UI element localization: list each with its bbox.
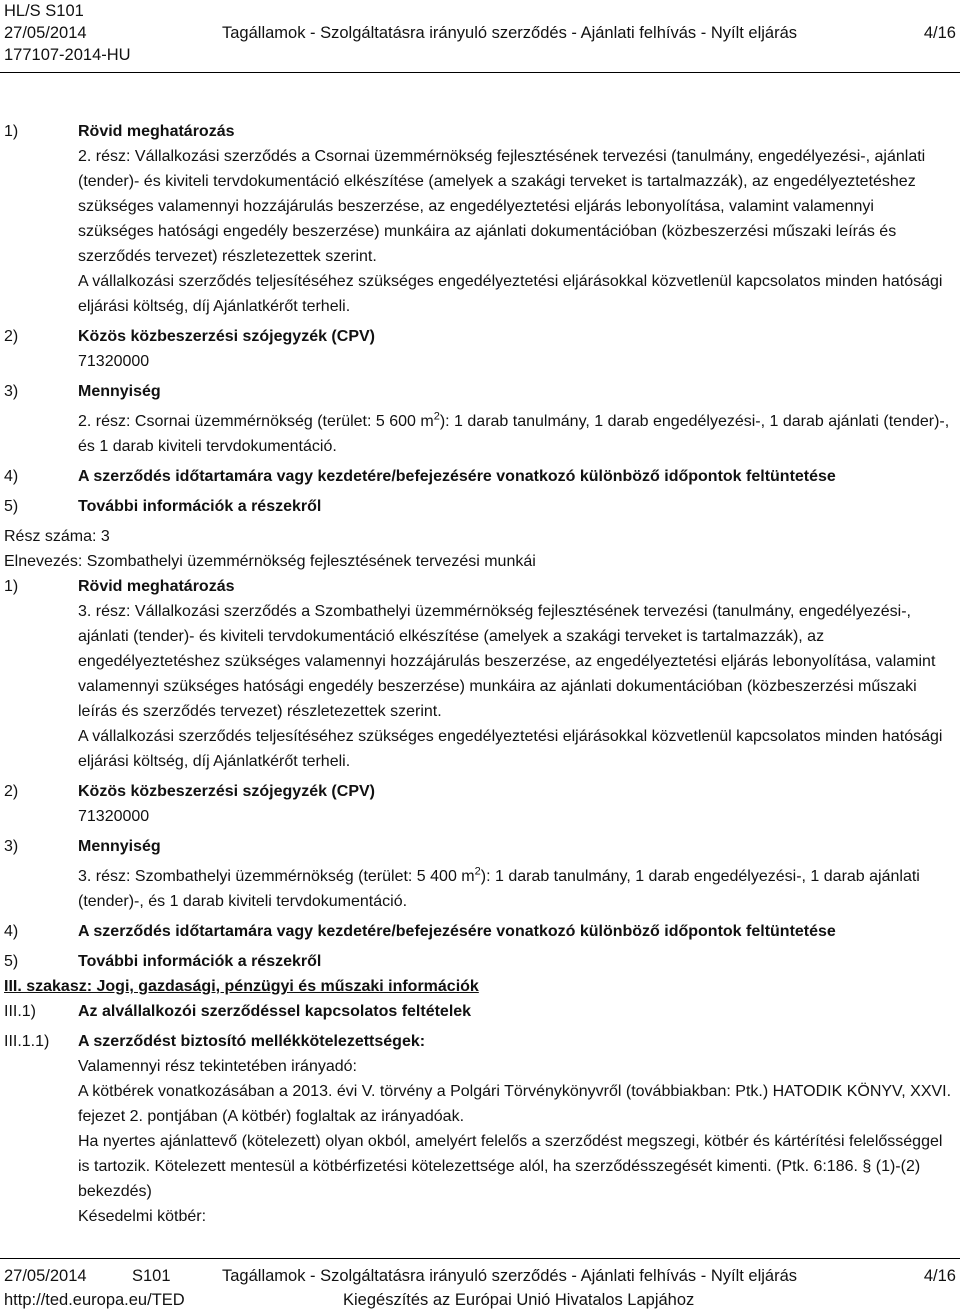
item-number: III.1) xyxy=(4,1003,37,1020)
footer-title: Tagállamok - Szolgáltatásra irányuló szerződés - Ajánlati felhívás - Nyílt eljárás xyxy=(222,1267,798,1285)
part2-item-4 xyxy=(0,464,960,489)
item-number: III.1.1) xyxy=(4,1033,50,1050)
item-heading: Az alvállalkozói szerződéssel kapcsolatos feltételek xyxy=(78,1003,472,1020)
doc-code: HL/S S101 xyxy=(4,2,84,20)
part3-name: Elnevezés: Szombathelyi üzemmérnökség fejlesztésének tervezési munkái xyxy=(4,553,536,570)
penalty-legal-basis: A kötbérek vonatkozásában a 2013. évi V. törvény a Polgári Törvénykönyvről (továbbiakban: Ptk.) HATODIK KÖNYV, XXVI. fejezet 2. pontjában (A kötbér) foglaltak az irányadóak. xyxy=(78,1083,952,1125)
part3-item-1 xyxy=(0,574,960,599)
item-heading: Rövid meghatározás xyxy=(78,123,235,140)
item-heading: Mennyiség xyxy=(78,838,161,855)
part2-item-1 xyxy=(0,119,960,144)
item-heading: További információk a részekről xyxy=(78,953,322,970)
header-divider xyxy=(0,72,960,73)
item-number: 4) xyxy=(4,923,19,940)
item-number: 2) xyxy=(4,783,19,800)
document-body xyxy=(0,119,960,1229)
footer-divider xyxy=(0,1258,960,1259)
part2-item-5 xyxy=(0,494,960,519)
item-number: 5) xyxy=(4,498,19,515)
section-item-III-1 xyxy=(0,999,960,1024)
section-title: III. szakasz: Jogi, gazdasági, pénzügyi és műszaki információk xyxy=(4,978,479,995)
item-number: 3) xyxy=(4,383,19,400)
part3-cost-note: A vállalkozási szerződés teljesítéséhez szükséges engedélyeztetési eljárásokkal közvetlenül kapcsolatos minden hatósági eljárási költség, díj Ajánlatkérőt terheli. xyxy=(78,728,943,770)
header-page-number: 4/16 xyxy=(923,24,956,42)
item-heading: Közös közbeszerzési szójegyzék (CPV) xyxy=(78,783,375,800)
header-date: 27/05/2014 xyxy=(4,24,87,42)
part2-item-3 xyxy=(0,379,960,404)
part3-item-2 xyxy=(0,779,960,804)
part3-quantity: 3. rész: Szombathelyi üzemmérnökség (terület: 5 400 $m^2$): 1 darab tanulmány, 1 darab engedélyezési-, 1 darab ajánlati (tender)-, és 1 darab kiviteli tervdokumentáció. xyxy=(78,865,920,910)
part2-cpv-code: 71320000 xyxy=(78,353,150,370)
part3-item-4 xyxy=(0,919,960,944)
obligation-scope: Valamennyi rész tekintetében irányadó: xyxy=(78,1058,357,1075)
item-number: 1) xyxy=(4,578,19,595)
part3-cpv-code: 71320000 xyxy=(78,808,150,825)
late-penalty-label: Késedelmi kötbér: xyxy=(78,1208,207,1225)
item-number: 4) xyxy=(4,468,19,485)
item-number: 2) xyxy=(4,328,19,345)
part2-quantity: 2. rész: Csornai üzemmérnökség (terület: 5 600 $m^2$): 1 darab tanulmány, 1 darab engedélyezési-, 1 darab ajánlati (tender)-, és 1 darab kiviteli tervdokumentáció. xyxy=(78,410,950,455)
footer-series: S101 xyxy=(132,1267,171,1285)
item-heading: Közös közbeszerzési szójegyzék (CPV) xyxy=(78,328,375,345)
item-heading: A szerződés időtartamára vagy kezdetére/befejezésére vonatkozó különböző időpontok feltüntetése xyxy=(78,923,836,940)
liability-text: Ha nyertes ajánlattevő (kötelezett) olyan okból, amelyért felelős a szerződést megszegi, kötbér és kártérítési felelősséggel is tartozik. Kötelezett mentesül a kötbérfizetési kötelezettsége alól, ha szerződésszegését kimenti. (Ptk. 6:186. § (1)-(2) bekezdés) xyxy=(78,1133,943,1200)
footer-date: 27/05/2014 xyxy=(4,1267,87,1285)
part2-cost-note: A vállalkozási szerződés teljesítéséhez szükséges engedélyeztetési eljárásokkal közvetlenül kapcsolatos minden hatósági eljárási költség, díj Ajánlatkérőt terheli. xyxy=(78,273,943,315)
part3-item-3 xyxy=(0,834,960,859)
item-number: 3) xyxy=(4,838,19,855)
header-reference: 177107-2014-HU xyxy=(4,46,131,64)
footer-url: http://ted.europa.eu/TED xyxy=(4,1291,185,1309)
part2-description: 2. rész: Vállalkozási szerződés a Csornai üzemmérnökség fejlesztésének tervezési (tanulmány, engedélyezési-, ajánlati (tender)- és kiviteli tervdokumentáció elkészítése (amelyek a szakági terveket is tartalmazzák), az engedélyeztetéshez szükséges valamennyi hozzájárulás beszerzése, az engedélyeztetési eljárás lebonyolítása, valamint valamennyi szükséges hatósági engedély beszerzése) munkáira az ajánlati dokumentációban (közbeszerzési műszaki leírás és szerződés tervezet) részletezettek szerint. xyxy=(78,148,926,265)
item-heading: Rövid meghatározás xyxy=(78,578,235,595)
footer-publisher: Kiegészítés az Európai Unió Hivatalos Lapjához xyxy=(343,1291,695,1309)
item-number: 1) xyxy=(4,123,19,140)
part3-number: Rész száma: 3 xyxy=(4,528,110,545)
item-number: 5) xyxy=(4,953,19,970)
item-heading: További információk a részekről xyxy=(78,498,322,515)
item-heading: Mennyiség xyxy=(78,383,161,400)
header-title: Tagállamok - Szolgáltatásra irányuló szerződés - Ajánlati felhívás - Nyílt eljárás xyxy=(222,24,798,42)
section-item-III-1-1 xyxy=(0,1029,960,1054)
footer-page-number: 4/16 xyxy=(923,1267,956,1285)
item-heading: A szerződést biztosító mellékkötelezettségek: xyxy=(78,1033,426,1050)
part3-description: 3. rész: Vállalkozási szerződés a Szombathelyi üzemmérnökség fejlesztésének tervezési (tanulmány, engedélyezési-, ajánlati (tender)- és kiviteli tervdokumentáció elkészítése (amelyek a szakági terveket is tartalmazzák), az engedélyeztetéshez szükséges valamennyi hozzájárulás beszerzése, az engedélyeztetési eljárás lebonyolítása, valamint valamennyi szükséges hatósági engedély beszerzése) munkáira az ajánlati dokumentációban (közbeszerzési műszaki leírás és szerződés tervezet) részletezettek szerint. xyxy=(78,603,936,720)
part3-item-5 xyxy=(0,949,960,974)
part2-item-2 xyxy=(0,324,960,349)
item-heading: A szerződés időtartamára vagy kezdetére/befejezésére vonatkozó különböző időpontok feltüntetése xyxy=(78,468,836,485)
